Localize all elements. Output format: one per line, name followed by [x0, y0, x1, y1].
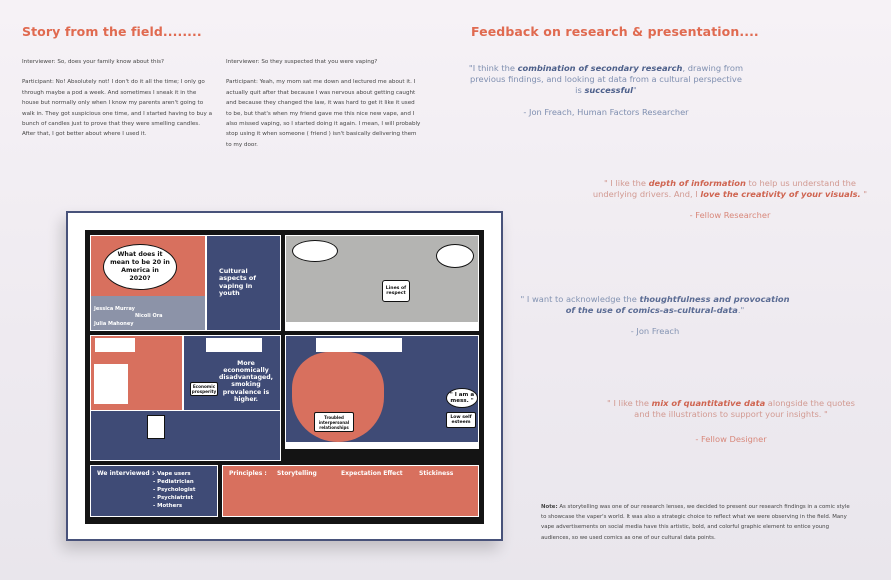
info-box: [95, 338, 135, 352]
caption-strip: [286, 442, 479, 449]
speech-bubble-right: [436, 244, 474, 268]
principle-storytelling: Storytelling: [277, 470, 317, 477]
i-am-a-mess-bubble: " I am a mess. ": [446, 388, 478, 408]
story-question-1: Interviewer: So, does your family know about this?: [22, 59, 165, 65]
feedback-quote-2: [592, 178, 868, 222]
story-column-2: [226, 57, 422, 160]
feedback-quote-3: [520, 294, 790, 338]
quote-text: "I think the combination of secondary research, drawing from previous findings, and looking at data from a cultural perspective is successful": [468, 63, 744, 96]
author-2: Nicoli Ora: [135, 313, 163, 319]
story-question-2: Interviewer: So they suspected that you were vaping?: [226, 59, 378, 65]
principles-label: Principles :: [229, 470, 267, 477]
troubled-relationships-box: Troubled interpersonal relationships: [314, 412, 354, 432]
info-box: [94, 364, 128, 404]
interviewed-list: [153, 470, 195, 510]
economic-prosperity-box: Economic prosperity: [191, 384, 217, 394]
lines-of-respect-bubble: Lines of respect: [382, 280, 410, 302]
comic-panel-bottom-left: [90, 410, 281, 461]
note-label: Note:: [541, 504, 558, 510]
comic-panel-heart: [285, 335, 479, 449]
author-1: Jessica Murray: [94, 306, 135, 312]
interviewee-item: - Pediatrician: [153, 479, 194, 485]
quote-text: " I like the mix of quantitative data alongside the quotes and the illustrations to support your insights. ": [607, 398, 855, 420]
interviewee-item: - Psychiatrist: [153, 495, 194, 501]
interviewee-item: - Mothers: [153, 503, 183, 509]
low-self-esteem-box: Low self esteem: [446, 412, 476, 428]
interviewed-label: We interviewed :: [97, 470, 155, 477]
author-3: Julia Mahoney: [94, 321, 134, 327]
story-answer-1: Participant: No! Absolutely not! I don't do it all the time; I only go through maybe a pod a week. And sometimes I sneak it in the house but normally only when I know my parents aren't going to walk in. They got suspicious one time, and I started having to buy a bunch of candles just to prove that they were smelling candles. After that, I got better about where I used it.: [22, 79, 213, 138]
note-paragraph: [541, 502, 851, 543]
speech-bubble-main: What does it mean to be 20 in America in 2020?: [103, 244, 177, 290]
caption-strip: [286, 322, 479, 331]
comic-poster: [85, 230, 484, 524]
quote-attribution: - Jon Freach, Human Factors Researcher: [523, 106, 689, 117]
quote-attribution: - Fellow Researcher: [689, 210, 771, 221]
feedback-heading: Feedback on research & presentation....: [471, 24, 759, 39]
quote-attribution: - Jon Freach: [630, 326, 680, 337]
interviewee-item: - Psychologist: [153, 487, 196, 493]
principle-stickiness: Stickiness: [419, 470, 454, 477]
comic-poster-frame: [66, 211, 503, 541]
principles-panel: [222, 465, 479, 517]
quote-text: " I want to acknowledge the thoughtfulness and provocation of the use of comics-as-cultural-data.": [520, 294, 790, 316]
story-answer-2: Participant: Yeah, my mom sat me down and lectured me about it. I actually quit after that because I was nervous about getting caught and because they changed the law, it was hard to get it like it used to be, but that's when my friend gave me this nice new vape, and I also missed vaping, so I started doing it again. I mean, I will probably stop using it when someone ( friend ) isn't basically delivering them to my door.: [226, 79, 421, 148]
interviewee-item: - Vape users: [153, 471, 191, 477]
note-text: As storytelling was one of our research lenses, we decided to present our research findings in a comic style to showcase the vaper's world. It was also a strategic choice to reflect what we were observing in the field. Many vape advertisements on social media have this artistic, bold, and colorful graphic element to entice young audiences, so we used comics as one of our cultural data points.: [541, 504, 850, 541]
economic-disadvantage-text: More economically disadvantaged, smoking prevalence is higher.: [219, 360, 273, 403]
story-heading: Story from the field........: [22, 24, 202, 39]
comic-panel-cultural: [206, 235, 281, 331]
info-box: [206, 338, 262, 352]
phone-illustration: [147, 415, 165, 439]
feedback-quote-4: [600, 398, 862, 446]
cultural-aspects-label: Cultural aspects of vaping in youth: [219, 267, 257, 298]
speech-bubble-small: [292, 240, 338, 262]
comic-panel-home: [285, 235, 479, 331]
interviewed-panel: [90, 465, 218, 517]
principle-expectation: Expectation Effect: [341, 470, 403, 477]
story-column-1: [22, 57, 214, 150]
quote-text: " I like the depth of information to help us understand the underlying drivers. And, I love the creativity of your visuals. ": [592, 178, 868, 200]
info-box: [316, 338, 402, 352]
quote-attribution: - Fellow Designer: [695, 434, 767, 445]
feedback-quote-1: [468, 63, 744, 118]
